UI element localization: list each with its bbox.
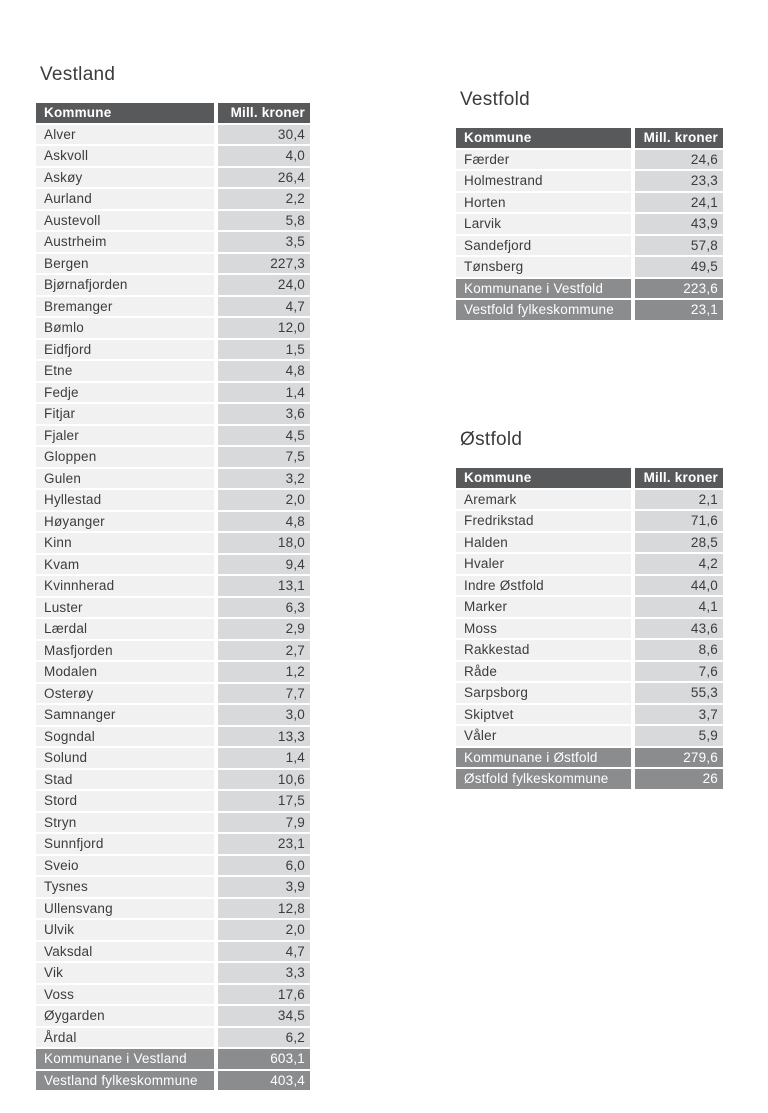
vestland-table-rows xyxy=(36,125,310,1091)
value-cell: 5,8 xyxy=(218,211,310,231)
vestfold-table-rows xyxy=(456,150,723,320)
value-cell: 49,5 xyxy=(635,257,723,277)
value-cell: 4,8 xyxy=(218,512,310,532)
value-cell: 6,0 xyxy=(218,856,310,876)
kommune-cell: Skiptvet xyxy=(456,705,631,725)
table-row xyxy=(36,641,310,661)
table-row xyxy=(36,168,310,188)
vestfold-table xyxy=(456,128,723,320)
table-row xyxy=(456,236,723,256)
value-cell: 6,3 xyxy=(218,598,310,618)
kommune-cell: Bjørnafjorden xyxy=(36,275,214,295)
value-cell: 2,9 xyxy=(218,619,310,639)
kommune-cell: Sogndal xyxy=(36,727,214,747)
ostfold-table-rows xyxy=(456,490,723,789)
table-row xyxy=(36,361,310,381)
table-row xyxy=(36,1028,310,1048)
table-header-row xyxy=(36,103,310,123)
value-cell: 1,5 xyxy=(218,340,310,360)
table-row xyxy=(36,856,310,876)
value-cell: 17,6 xyxy=(218,985,310,1005)
value-cell: 3,5 xyxy=(218,232,310,252)
kommune-cell: Hvaler xyxy=(456,554,631,574)
table-title-vestland: Vestland xyxy=(40,64,116,85)
value-cell: 279,6 xyxy=(635,748,723,768)
kommune-cell: Hyllestad xyxy=(36,490,214,510)
kommune-cell: Vestland fylkeskommune xyxy=(36,1071,214,1091)
value-cell: 7,6 xyxy=(635,662,723,682)
value-cell: 4,2 xyxy=(635,554,723,574)
kommune-cell: Sandefjord xyxy=(456,236,631,256)
table-row xyxy=(36,512,310,532)
kommune-cell: Råde xyxy=(456,662,631,682)
value-cell: 26 xyxy=(635,769,723,789)
table-header-row xyxy=(456,468,723,488)
kommune-cell: Kinn xyxy=(36,533,214,553)
kommune-cell: Bergen xyxy=(36,254,214,274)
kommune-cell: Høyanger xyxy=(36,512,214,532)
kommune-cell: Bremanger xyxy=(36,297,214,317)
ostfold-table-block xyxy=(456,429,723,791)
table-row xyxy=(36,985,310,1005)
table-title-ostfold: Østfold xyxy=(460,429,523,450)
value-cell: 4,1 xyxy=(635,597,723,617)
value-cell: 7,5 xyxy=(218,447,310,467)
kommune-cell: Indre Østfold xyxy=(456,576,631,596)
value-cell: 5,9 xyxy=(635,726,723,746)
mill-kroner-column-header: Mill. kroner xyxy=(635,468,723,488)
table-row xyxy=(36,211,310,231)
value-cell: 1,2 xyxy=(218,662,310,682)
kommune-cell: Bømlo xyxy=(36,318,214,338)
value-cell: 4,5 xyxy=(218,426,310,446)
kommune-column-header: Kommune xyxy=(456,468,631,488)
table-row xyxy=(36,705,310,725)
table-row xyxy=(36,447,310,467)
table-row xyxy=(36,899,310,919)
vestland-table xyxy=(36,103,310,1090)
value-cell: 12,8 xyxy=(218,899,310,919)
value-cell: 1,4 xyxy=(218,748,310,768)
kommune-cell: Masfjorden xyxy=(36,641,214,661)
table-row xyxy=(36,791,310,811)
kommune-cell: Holmestrand xyxy=(456,171,631,191)
vestfold-table-block xyxy=(456,89,723,322)
kommune-cell: Tønsberg xyxy=(456,257,631,277)
kommune-cell: Tysnes xyxy=(36,877,214,897)
table-row xyxy=(36,813,310,833)
kommune-cell: Larvik xyxy=(456,214,631,234)
value-cell: 23,1 xyxy=(635,300,723,320)
value-cell: 30,4 xyxy=(218,125,310,145)
value-cell: 55,3 xyxy=(635,683,723,703)
kommune-cell: Austevoll xyxy=(36,211,214,231)
kommune-cell: Sunnfjord xyxy=(36,834,214,854)
table-row xyxy=(456,619,723,639)
value-cell: 3,0 xyxy=(218,705,310,725)
table-row xyxy=(36,877,310,897)
kommune-cell: Etne xyxy=(36,361,214,381)
table-row xyxy=(36,490,310,510)
kommune-cell: Fredrikstad xyxy=(456,511,631,531)
kommune-cell: Kommunane i Østfold xyxy=(456,748,631,768)
summary-row xyxy=(456,748,723,768)
table-row xyxy=(36,834,310,854)
value-cell: 2,1 xyxy=(635,490,723,510)
table-row xyxy=(36,533,310,553)
table-row xyxy=(36,404,310,424)
table-row xyxy=(36,748,310,768)
kommune-cell: Eidfjord xyxy=(36,340,214,360)
kommune-cell: Horten xyxy=(456,193,631,213)
kommune-cell: Sveio xyxy=(36,856,214,876)
value-cell: 43,9 xyxy=(635,214,723,234)
kommune-cell: Kvam xyxy=(36,555,214,575)
value-cell: 603,1 xyxy=(218,1049,310,1069)
table-row xyxy=(456,511,723,531)
value-cell: 24,6 xyxy=(635,150,723,170)
value-cell: 223,6 xyxy=(635,279,723,299)
value-cell: 57,8 xyxy=(635,236,723,256)
kommune-cell: Aremark xyxy=(456,490,631,510)
value-cell: 4,0 xyxy=(218,146,310,166)
kommune-cell: Kvinnherad xyxy=(36,576,214,596)
table-row xyxy=(36,146,310,166)
value-cell: 4,7 xyxy=(218,942,310,962)
kommune-cell: Modalen xyxy=(36,662,214,682)
value-cell: 7,7 xyxy=(218,684,310,704)
value-cell: 23,3 xyxy=(635,171,723,191)
table-row xyxy=(456,554,723,574)
table-row xyxy=(36,727,310,747)
value-cell: 403,4 xyxy=(218,1071,310,1091)
value-cell: 3,2 xyxy=(218,469,310,489)
table-row xyxy=(36,1006,310,1026)
value-cell: 6,2 xyxy=(218,1028,310,1048)
table-row xyxy=(36,555,310,575)
kommune-column-header: Kommune xyxy=(36,103,214,123)
table-row xyxy=(456,726,723,746)
kommune-cell: Aurland xyxy=(36,189,214,209)
table-row xyxy=(456,257,723,277)
value-cell: 24,1 xyxy=(635,193,723,213)
kommune-cell: Ullensvang xyxy=(36,899,214,919)
kommune-cell: Voss xyxy=(36,985,214,1005)
kommune-cell: Ulvik xyxy=(36,920,214,940)
table-row xyxy=(456,150,723,170)
table-row xyxy=(36,598,310,618)
table-row xyxy=(456,533,723,553)
kommune-cell: Gloppen xyxy=(36,447,214,467)
table-row xyxy=(456,640,723,660)
value-cell: 17,5 xyxy=(218,791,310,811)
kommune-cell: Kommunane i Vestfold xyxy=(456,279,631,299)
table-row xyxy=(36,189,310,209)
value-cell: 2,7 xyxy=(218,641,310,661)
kommune-cell: Færder xyxy=(456,150,631,170)
kommune-cell: Osterøy xyxy=(36,684,214,704)
table-row xyxy=(36,576,310,596)
value-cell: 43,6 xyxy=(635,619,723,639)
kommune-cell: Vik xyxy=(36,963,214,983)
value-cell: 8,6 xyxy=(635,640,723,660)
value-cell: 2,0 xyxy=(218,490,310,510)
kommune-cell: Kommunane i Vestland xyxy=(36,1049,214,1069)
summary-row xyxy=(456,300,723,320)
value-cell: 23,1 xyxy=(218,834,310,854)
table-row xyxy=(36,963,310,983)
summary-row xyxy=(36,1049,310,1069)
kommune-cell: Halden xyxy=(456,533,631,553)
kommune-cell: Vaksdal xyxy=(36,942,214,962)
value-cell: 34,5 xyxy=(218,1006,310,1026)
kommune-cell: Luster xyxy=(36,598,214,618)
value-cell: 4,8 xyxy=(218,361,310,381)
table-row xyxy=(456,576,723,596)
kommune-cell: Stord xyxy=(36,791,214,811)
table-row xyxy=(36,469,310,489)
value-cell: 28,5 xyxy=(635,533,723,553)
value-cell: 18,0 xyxy=(218,533,310,553)
kommune-cell: Askvoll xyxy=(36,146,214,166)
table-row xyxy=(456,683,723,703)
value-cell: 4,7 xyxy=(218,297,310,317)
table-row xyxy=(36,275,310,295)
kommune-cell: Øygarden xyxy=(36,1006,214,1026)
kommune-cell: Østfold fylkeskommune xyxy=(456,769,631,789)
value-cell: 44,0 xyxy=(635,576,723,596)
table-row xyxy=(456,490,723,510)
value-cell: 227,3 xyxy=(218,254,310,274)
table-row xyxy=(456,597,723,617)
kommune-cell: Fitjar xyxy=(36,404,214,424)
table-row xyxy=(36,684,310,704)
table-row xyxy=(36,125,310,145)
value-cell: 10,6 xyxy=(218,770,310,790)
value-cell: 7,9 xyxy=(218,813,310,833)
value-cell: 71,6 xyxy=(635,511,723,531)
table-row xyxy=(36,318,310,338)
table-row xyxy=(36,340,310,360)
value-cell: 9,4 xyxy=(218,555,310,575)
kommune-cell: Moss xyxy=(456,619,631,639)
kommune-cell: Årdal xyxy=(36,1028,214,1048)
kommune-cell: Lærdal xyxy=(36,619,214,639)
value-cell: 2,2 xyxy=(218,189,310,209)
value-cell: 3,6 xyxy=(218,404,310,424)
value-cell: 3,9 xyxy=(218,877,310,897)
kommune-cell: Vestfold fylkeskommune xyxy=(456,300,631,320)
table-row xyxy=(36,383,310,403)
summary-row xyxy=(456,769,723,789)
kommune-cell: Rakkestad xyxy=(456,640,631,660)
table-row xyxy=(456,662,723,682)
summary-row xyxy=(36,1071,310,1091)
table-row xyxy=(36,770,310,790)
table-row xyxy=(36,232,310,252)
value-cell: 26,4 xyxy=(218,168,310,188)
table-row xyxy=(456,171,723,191)
table-row xyxy=(36,920,310,940)
value-cell: 3,7 xyxy=(635,705,723,725)
table-row xyxy=(36,426,310,446)
mill-kroner-column-header: Mill. kroner xyxy=(635,128,723,148)
kommune-cell: Alver xyxy=(36,125,214,145)
value-cell: 13,1 xyxy=(218,576,310,596)
kommune-cell: Samnanger xyxy=(36,705,214,725)
value-cell: 1,4 xyxy=(218,383,310,403)
table-row xyxy=(456,705,723,725)
kommune-cell: Askøy xyxy=(36,168,214,188)
table-row xyxy=(36,619,310,639)
kommune-cell: Stryn xyxy=(36,813,214,833)
vestland-table-block xyxy=(36,64,310,1092)
value-cell: 3,3 xyxy=(218,963,310,983)
kommune-cell: Marker xyxy=(456,597,631,617)
kommune-cell: Solund xyxy=(36,748,214,768)
table-row xyxy=(36,662,310,682)
value-cell: 12,0 xyxy=(218,318,310,338)
kommune-column-header: Kommune xyxy=(456,128,631,148)
table-title-vestfold: Vestfold xyxy=(460,89,531,110)
kommune-cell: Fjaler xyxy=(36,426,214,446)
table-row xyxy=(456,193,723,213)
kommune-cell: Sarpsborg xyxy=(456,683,631,703)
value-cell: 24,0 xyxy=(218,275,310,295)
table-row xyxy=(36,297,310,317)
kommune-cell: Våler xyxy=(456,726,631,746)
mill-kroner-column-header: Mill. kroner xyxy=(218,103,310,123)
table-header-row xyxy=(456,128,723,148)
kommune-cell: Austrheim xyxy=(36,232,214,252)
table-row xyxy=(36,254,310,274)
kommune-cell: Fedje xyxy=(36,383,214,403)
ostfold-table xyxy=(456,468,723,789)
kommune-cell: Gulen xyxy=(36,469,214,489)
summary-row xyxy=(456,279,723,299)
value-cell: 2,0 xyxy=(218,920,310,940)
kommune-cell: Stad xyxy=(36,770,214,790)
table-row xyxy=(456,214,723,234)
value-cell: 13,3 xyxy=(218,727,310,747)
table-row xyxy=(36,942,310,962)
